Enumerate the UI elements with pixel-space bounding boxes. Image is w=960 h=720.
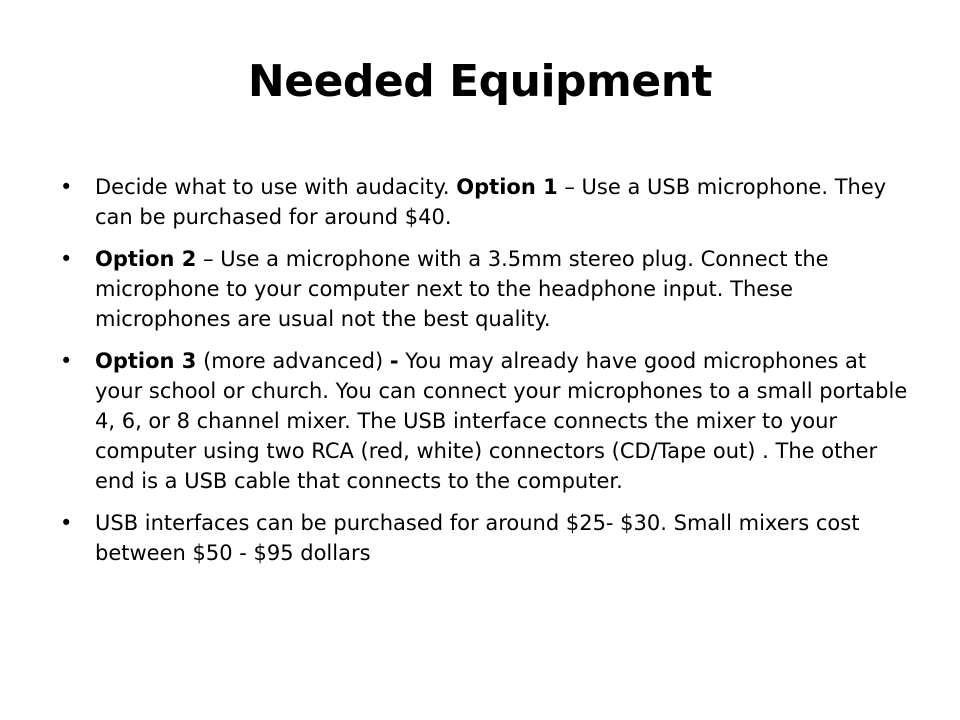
bullet-item-4: [58, 508, 908, 568]
bullet-icon: •: [60, 511, 73, 535]
bullet-item-1: [58, 172, 908, 232]
slide-title: Needed Equipment: [247, 56, 713, 107]
bullet-text: USB interfaces can be purchased for around $25- $30. Small mixers cost between $50 - $95 dollars: [95, 511, 860, 565]
option-label: Option 3: [95, 349, 197, 373]
bullet-list: [58, 172, 908, 580]
bullet-icon: •: [60, 349, 73, 373]
bullet-text: – Use a microphone with a 3.5mm stereo plug. Connect the microphone to your computer next to the headphone input. These microphones are usual not the best quality.: [95, 247, 829, 331]
bullet-text: – Use a USB microphone. They can be purchased for around $40.: [95, 175, 887, 229]
bullet-text: (more advanced): [196, 349, 390, 373]
bullet-text: Decide what to use with audacity.: [95, 175, 457, 199]
option-label: Option 1: [456, 175, 558, 199]
bullet-icon: •: [60, 247, 73, 271]
option-label: Option 2: [95, 247, 197, 271]
bullet-icon: •: [60, 175, 73, 199]
dash-separator: -: [389, 349, 399, 373]
bullet-text: You may already have good microphones at your school or church. You can connect your microphones to a small portable 4, 6, or 8 channel mixer. The USB interface connects the mixer to your computer using two RCA (red, white) connectors (CD/Tape out) . The other end is a USB cable that connects to the computer.: [95, 349, 908, 493]
bullet-item-2: [58, 244, 908, 334]
bullet-item-3: [58, 346, 908, 496]
